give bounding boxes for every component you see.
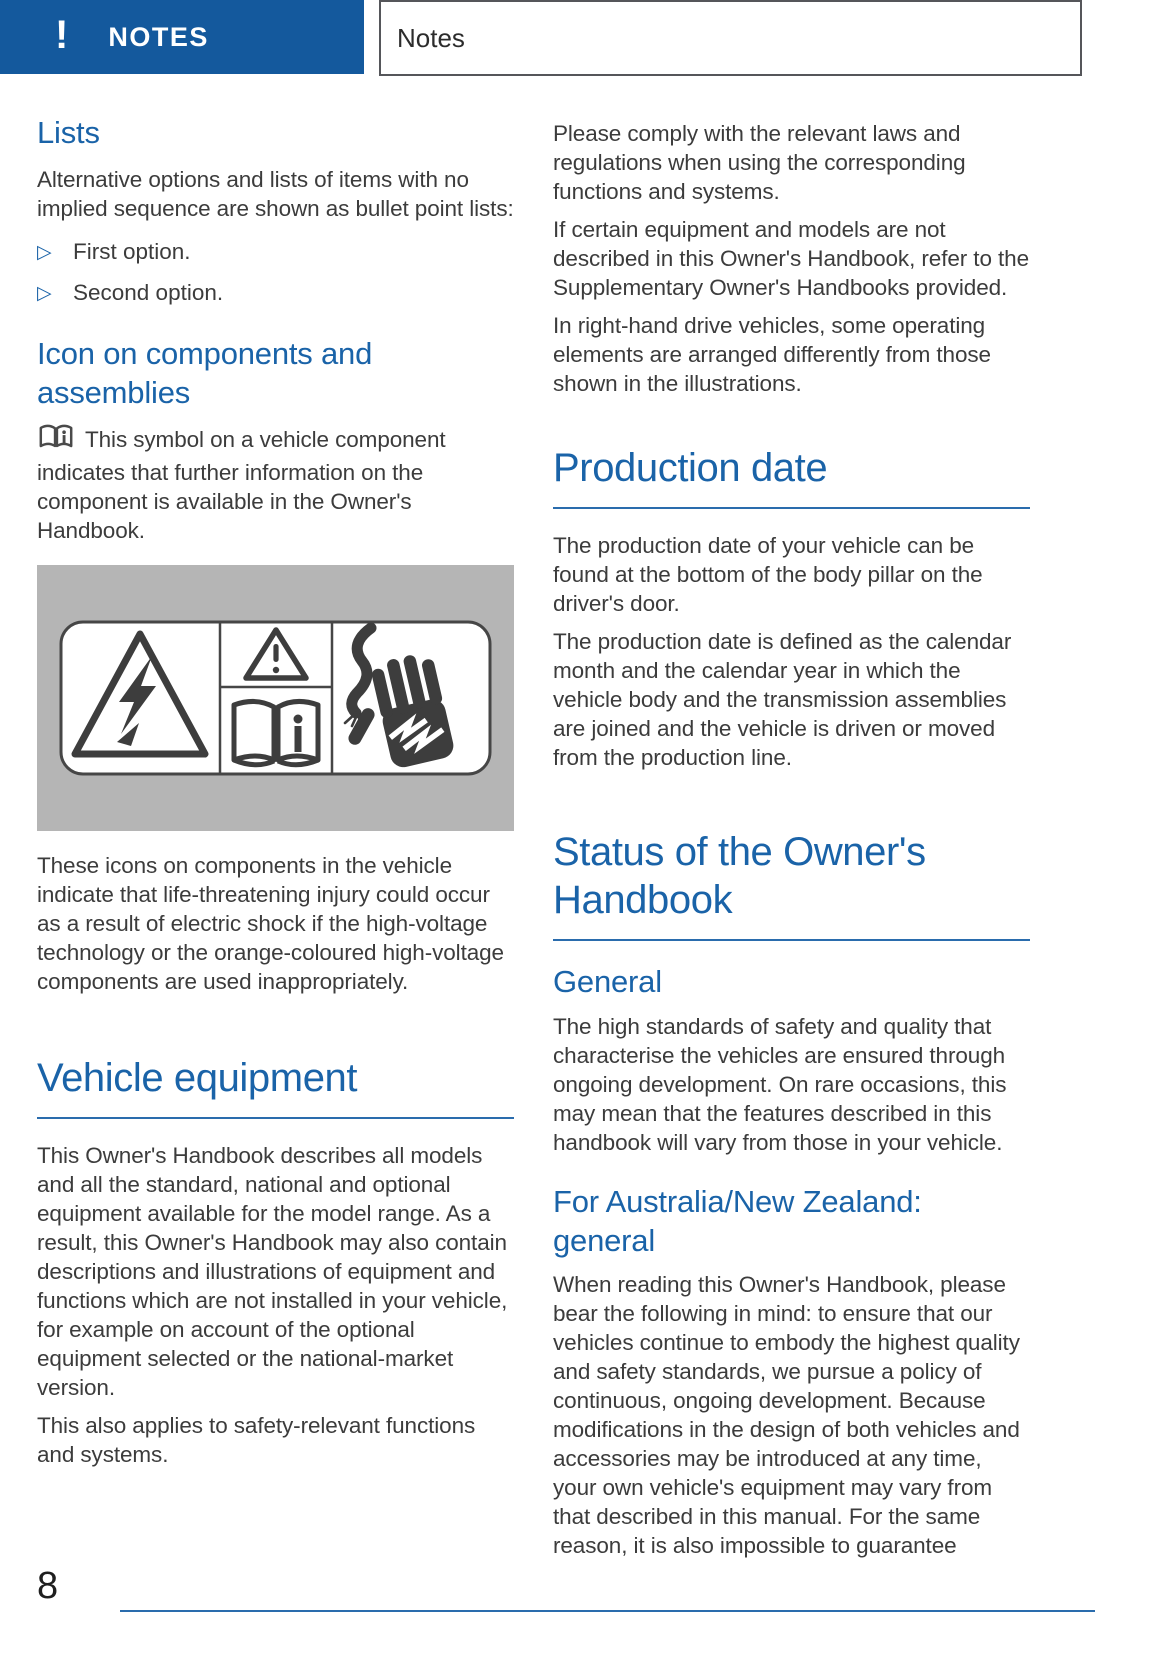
footer-rule bbox=[120, 1610, 1095, 1612]
notes-paragraph: If certain equipment and models are not described in this Owner's Handbook, refer to the Supplementary Owner's Handbooks provided. bbox=[553, 217, 1029, 300]
section-heading-production-date: Production date bbox=[553, 444, 1030, 509]
general-paragraph: The high standards of safety and quality that characterise the vehicles are ensured through ongoing development. On rare occasions, this may mean that the features described in this handbook will vary from those in your vehicle. bbox=[553, 1013, 1007, 1155]
triangle-bullet-icon: ▷ bbox=[37, 282, 52, 304]
section-heading-lists: Lists bbox=[37, 115, 100, 150]
icon-components-text: This symbol on a vehicle component indicates that further information on the component is available in the Owner's Handbook. bbox=[37, 427, 446, 544]
page-content bbox=[37, 112, 1030, 1569]
right-column bbox=[553, 112, 1030, 1569]
vehicle-equipment-paragraph: This also applies to safety-relevant functions and systems. bbox=[37, 1413, 476, 1468]
lists-intro-paragraph: Alternative options and lists of items with no implied sequence are shown as bullet point lists: bbox=[37, 166, 514, 221]
notes-paragraph: In right-hand drive vehicles, some operating elements are arranged differently from those shown in the illustrations. bbox=[553, 313, 991, 396]
production-date-paragraph: The production date is defined as the calendar month and the calendar year in which the vehicle body and the transmission assemblies are joined and the vehicle is driven or moved from the production line. bbox=[553, 629, 1012, 770]
icons-caption-paragraph: These icons on components in the vehicle indicate that life-threatening injury could occur as a result of electric shock if the high-voltage technology or the orange-coloured high-voltage components are used inappropriately. bbox=[37, 853, 504, 995]
list-item-label: First option. bbox=[73, 238, 191, 264]
left-column bbox=[37, 112, 514, 1569]
list-item bbox=[37, 237, 514, 266]
exclamation-icon: ! bbox=[55, 13, 69, 57]
banner-label: NOTES bbox=[108, 21, 209, 52]
section-heading-icon-components: Icon on components and assemblies bbox=[37, 335, 373, 410]
subsection-heading-australia-nz: For Australia/New Zealand: general bbox=[553, 1183, 922, 1258]
list-item bbox=[37, 278, 514, 307]
notes-paragraph: Please comply with the relevant laws and regulations when using the corresponding functions and systems. bbox=[553, 121, 966, 204]
notes-banner bbox=[0, 0, 364, 74]
high-voltage-warning-label-image bbox=[37, 565, 514, 831]
triangle-bullet-icon: ▷ bbox=[37, 241, 52, 263]
owners-handbook-icon bbox=[37, 422, 75, 458]
australia-nz-paragraph: When reading this Owner's Handbook, please bear the following in mind: to ensure that our vehicles continue to embody the highest quality and safety standards, we pursue a policy of continuous, ongoing development. Because modifications in the design of both vehicles and accessories may be introduced at any time, your own vehicle's equipment may vary from that described in this manual. For the same reason, it is also impossible to guarantee bbox=[553, 1272, 1020, 1559]
list-item-label: Second option. bbox=[73, 279, 224, 305]
chapter-tab bbox=[379, 0, 1082, 76]
bullet-list bbox=[37, 237, 514, 307]
chapter-tab-title: Notes bbox=[397, 22, 465, 53]
production-date-paragraph: The production date of your vehicle can be found at the bottom of the body pillar on the driver's door. bbox=[553, 533, 983, 616]
section-heading-status: Status of the Owner's Handbook bbox=[553, 828, 1030, 941]
vehicle-equipment-paragraph: This Owner's Handbook describes all models and all the standard, national and optional equipment available for the model range. As a result, this Owner's Handbook may also contain descriptions and illustrations of equipment and functions which are not installed in your vehicle, for example on account of the optional equipment selected or the national-market version. bbox=[37, 1143, 508, 1401]
page-number: 8 bbox=[37, 1565, 59, 1607]
subsection-heading-general: General bbox=[553, 964, 662, 999]
icon-components-paragraph bbox=[37, 422, 514, 545]
section-heading-vehicle-equipment: Vehicle equipment bbox=[37, 1054, 514, 1119]
